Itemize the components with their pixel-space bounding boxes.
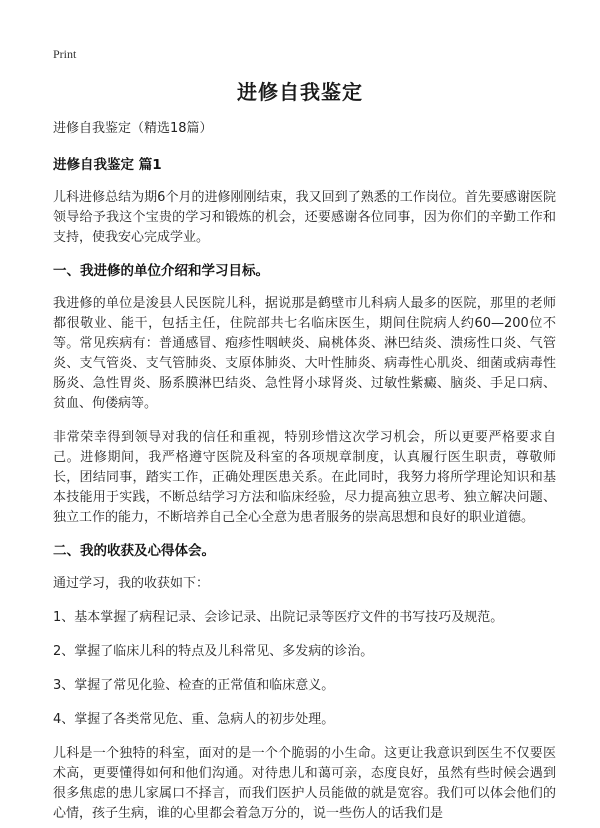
- section2-intro: 通过学习，我的收获如下：: [53, 576, 210, 591]
- section2-paragraph-last: 儿科是一个独特的科室，面对的是一个个脆弱的小生命。这更让我意识到医生不仅要医术高，更要懂得如何和他们沟通。对待患儿和蔼可亲，态度良好，虽然有些时候会遇到很多焦虑的患儿家属口不择言，而我们医护人员能做的就是宽容。我们可以体会他们的心情，孩子生病，谁的心里都会着急万分的，说一些伤人的话我们是: [53, 746, 556, 821]
- section2-heading: 二、我的收获及心得体会。: [53, 543, 215, 559]
- article-heading: 进修自我鉴定 篇1: [53, 157, 162, 173]
- list-item: 1、基本掌握了病程记录、会诊记录、出院记录等医疗文件的书写技巧及规范。: [53, 610, 504, 625]
- document-subtitle: 进修自我鉴定（精选18篇）: [53, 121, 213, 136]
- list-item: 3、掌握了常见化验、检查的正常值和临床意义。: [53, 678, 335, 693]
- document-title: 进修自我鉴定: [237, 80, 363, 104]
- list-item: 2、掌握了临床儿科的特点及儿科常见、多发病的诊治。: [53, 644, 374, 659]
- section1-paragraph-1: 我进修的单位是浚县人民医院儿科，据说那是鹤壁市儿科病人最多的医院，那里的老师都很敬业、能干，包括主任，住院部共七名临床医生，期间住院病人约60—200位不等。常见疾病有：普通感冒、疱疹性咽峡炎、扁桃体炎、淋巴结炎、溃疡性口炎、气管炎、支气管炎、支气管肺炎、支原体肺炎、大叶性肺炎、病毒性心肌炎、细菌或病毒性肠炎、急性胃炎、肠系膜淋巴结炎、急性肾小球肾炎、过敏性紫癜、脑炎、手足口病、贫血、佝偻病等。: [53, 296, 556, 411]
- list-item: 4、掌握了各类常见危、重、急病人的初步处理。: [53, 712, 335, 727]
- section1-heading: 一、我进修的单位介绍和学习目标。: [53, 263, 269, 279]
- intro-paragraph: 儿科进修总结为期6个月的进修刚刚结束，我又回到了熟悉的工作岗位。首先要感谢医院领导给予我这个宝贵的学习和锻炼的机会，还要感谢各位同事，因为你们的辛勤工作和支持，使我安心完成学业。: [53, 190, 556, 245]
- document-body: [53, 120, 556, 828]
- print-link[interactable]: Print: [53, 47, 77, 61]
- section1-paragraph-2: 非常荣幸得到领导对我的信任和重视，特别珍惜这次学习机会，所以更要严格要求自己。进修期间，我严格遵守医院及科室的各项规章制度，认真履行医生职责，尊敬师长，团结同事，踏实工作，正确处理医患关系。在此同时，我努力将所学理论知识和基本技能用于实践，不断总结学习方法和临床经验，尽力提高独立思考、独立解决问题、独立工作的能力，不断培养自己全心全意为患者服务的崇高思想和良好的职业道德。: [53, 430, 556, 525]
